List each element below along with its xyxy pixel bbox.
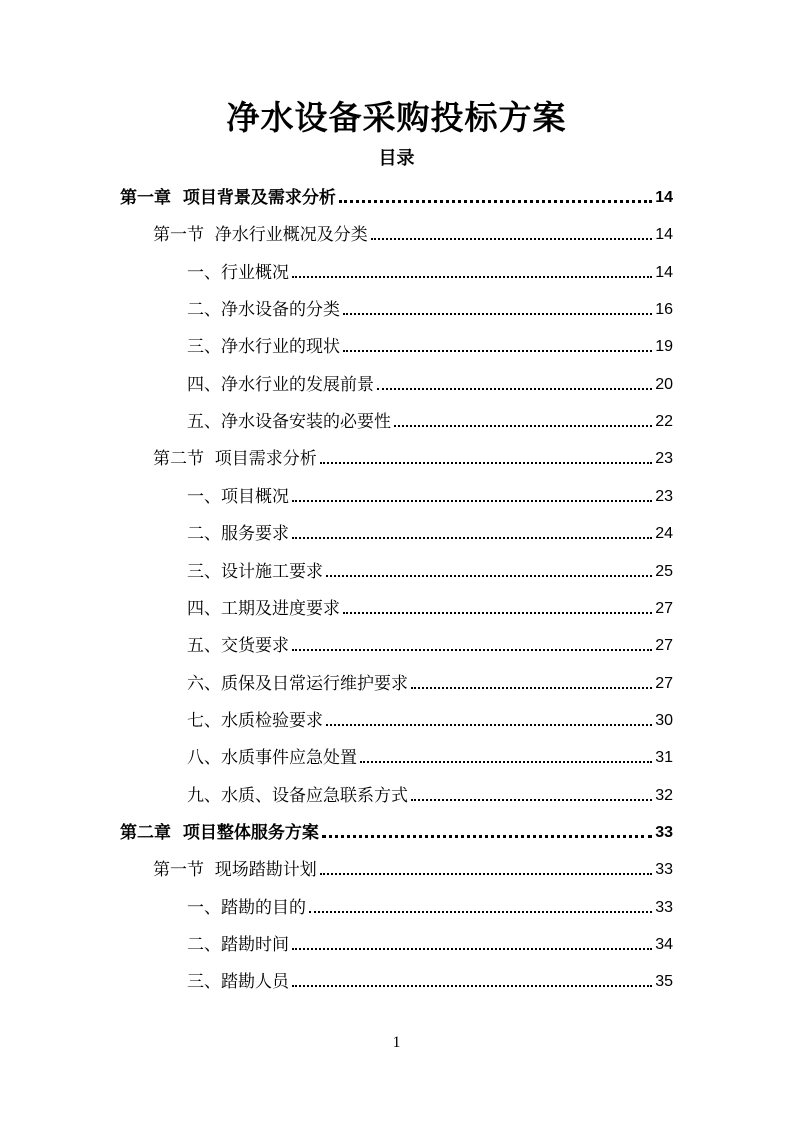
toc-entry-label: 四、工期及进度要求 — [187, 599, 340, 619]
toc-dot-leader — [309, 911, 652, 913]
toc-entry-page-number: 20 — [655, 376, 673, 393]
toc-entry[interactable] — [187, 743, 673, 769]
toc-entry[interactable] — [187, 482, 673, 508]
toc-entry-label: 三、设计施工要求 — [187, 562, 323, 582]
toc-entry-label: 二、服务要求 — [187, 524, 289, 544]
toc-entry-page-number: 35 — [655, 973, 673, 990]
toc-entry-page-number: 32 — [655, 787, 673, 804]
toc-dot-leader — [394, 425, 652, 427]
toc-dot-leader — [326, 724, 652, 726]
toc-dot-leader — [343, 350, 652, 352]
document-title: 净水设备采购投标方案 — [226, 98, 567, 137]
toc-dot-leader — [292, 276, 652, 278]
toc-entry-label: 二、净水设备的分类 — [187, 300, 340, 320]
toc-entry[interactable] — [187, 258, 673, 284]
toc-dot-leader — [411, 687, 652, 689]
toc-entry-label: 第二节 项目需求分析 — [153, 449, 317, 469]
toc-entry[interactable] — [187, 407, 673, 433]
toc-dot-leader — [292, 985, 652, 987]
toc-entry-label: 第一章 项目背景及需求分析 — [120, 188, 336, 208]
toc-entry-page-number: 23 — [655, 488, 673, 505]
toc-entry-label: 第一节 现场踏勘计划 — [153, 860, 317, 880]
toc-entry-page-number: 27 — [655, 637, 673, 654]
toc-entry-page-number: 31 — [655, 749, 673, 766]
toc-entry-page-number: 34 — [655, 936, 673, 953]
toc-entry-page-number: 27 — [655, 675, 673, 692]
toc-entry[interactable] — [187, 967, 673, 993]
toc-entry-page-number: 16 — [655, 301, 673, 318]
toc-entry[interactable] — [187, 631, 673, 657]
toc-dot-leader — [320, 873, 652, 875]
toc-dot-leader — [292, 649, 652, 651]
toc-entry-page-number: 22 — [655, 413, 673, 430]
toc-entry-page-number: 14 — [655, 226, 673, 243]
toc-entry[interactable] — [187, 669, 673, 695]
toc-entry[interactable] — [187, 370, 673, 396]
toc-dot-leader — [322, 835, 652, 838]
toc-entry-page-number: 25 — [655, 563, 673, 580]
toc-entry-page-number: 19 — [655, 338, 673, 355]
toc-entry-page-number: 33 — [655, 899, 673, 916]
toc-entry-page-number: 14 — [655, 264, 673, 281]
toc-entry[interactable] — [187, 594, 673, 620]
toc-dot-leader — [292, 948, 652, 950]
toc-dot-leader — [292, 537, 652, 539]
toc-dot-leader — [292, 500, 652, 502]
toc-entry-label: 二、踏勘时间 — [187, 935, 289, 955]
toc-heading: 目录 — [378, 148, 415, 169]
toc-entry-label: 九、水质、设备应急联系方式 — [187, 786, 408, 806]
toc-entry[interactable] — [120, 818, 673, 844]
toc-entry[interactable] — [187, 332, 673, 358]
toc-entry[interactable] — [187, 706, 673, 732]
toc-entry[interactable] — [187, 295, 673, 321]
toc-dot-leader — [326, 575, 652, 577]
toc-entry[interactable] — [153, 855, 673, 881]
toc-entry-label: 七、水质检验要求 — [187, 711, 323, 731]
toc-entry-page-number: 27 — [655, 600, 673, 617]
toc-dot-leader — [377, 388, 652, 390]
toc-entry[interactable] — [187, 893, 673, 919]
toc-entry[interactable] — [153, 220, 673, 246]
toc-entry-label: 五、交货要求 — [187, 636, 289, 656]
toc-entry-label: 三、踏勘人员 — [187, 972, 289, 992]
toc-entry-label: 五、净水设备安装的必要性 — [187, 412, 391, 432]
toc-dot-leader — [360, 761, 652, 763]
toc-entry-label: 一、行业概况 — [187, 263, 289, 283]
toc-dot-leader — [320, 462, 652, 464]
toc-entry-page-number: 24 — [655, 525, 673, 542]
toc-entry-page-number: 33 — [655, 824, 673, 841]
toc-entry-label: 八、水质事件应急处置 — [187, 748, 357, 768]
toc-entry-label: 四、净水行业的发展前景 — [187, 375, 374, 395]
toc-entry[interactable] — [153, 444, 673, 470]
toc-entry[interactable] — [187, 519, 673, 545]
toc-entry-label: 一、项目概况 — [187, 487, 289, 507]
toc-entry-page-number: 30 — [655, 712, 673, 729]
toc-entry[interactable] — [120, 183, 673, 209]
toc-entry-page-number: 33 — [655, 861, 673, 878]
toc-entry-page-number: 23 — [655, 450, 673, 467]
toc-entry-page-number: 14 — [655, 189, 673, 206]
toc-dot-leader — [339, 200, 652, 203]
toc-dot-leader — [411, 799, 652, 801]
toc-entry-label: 第一节 净水行业概况及分类 — [153, 225, 368, 245]
toc-entry[interactable] — [187, 781, 673, 807]
toc-dot-leader — [371, 238, 652, 240]
toc-entry-label: 三、净水行业的现状 — [187, 337, 340, 357]
toc-entry-label: 一、踏勘的目的 — [187, 898, 306, 918]
toc-entry[interactable] — [187, 557, 673, 583]
toc-entry-label: 六、质保及日常运行维护要求 — [187, 674, 408, 694]
toc-dot-leader — [343, 313, 652, 315]
toc-dot-leader — [343, 612, 652, 614]
toc-entry[interactable] — [187, 930, 673, 956]
page-number: 1 — [392, 1034, 401, 1051]
toc-entry-label: 第二章 项目整体服务方案 — [120, 823, 319, 843]
